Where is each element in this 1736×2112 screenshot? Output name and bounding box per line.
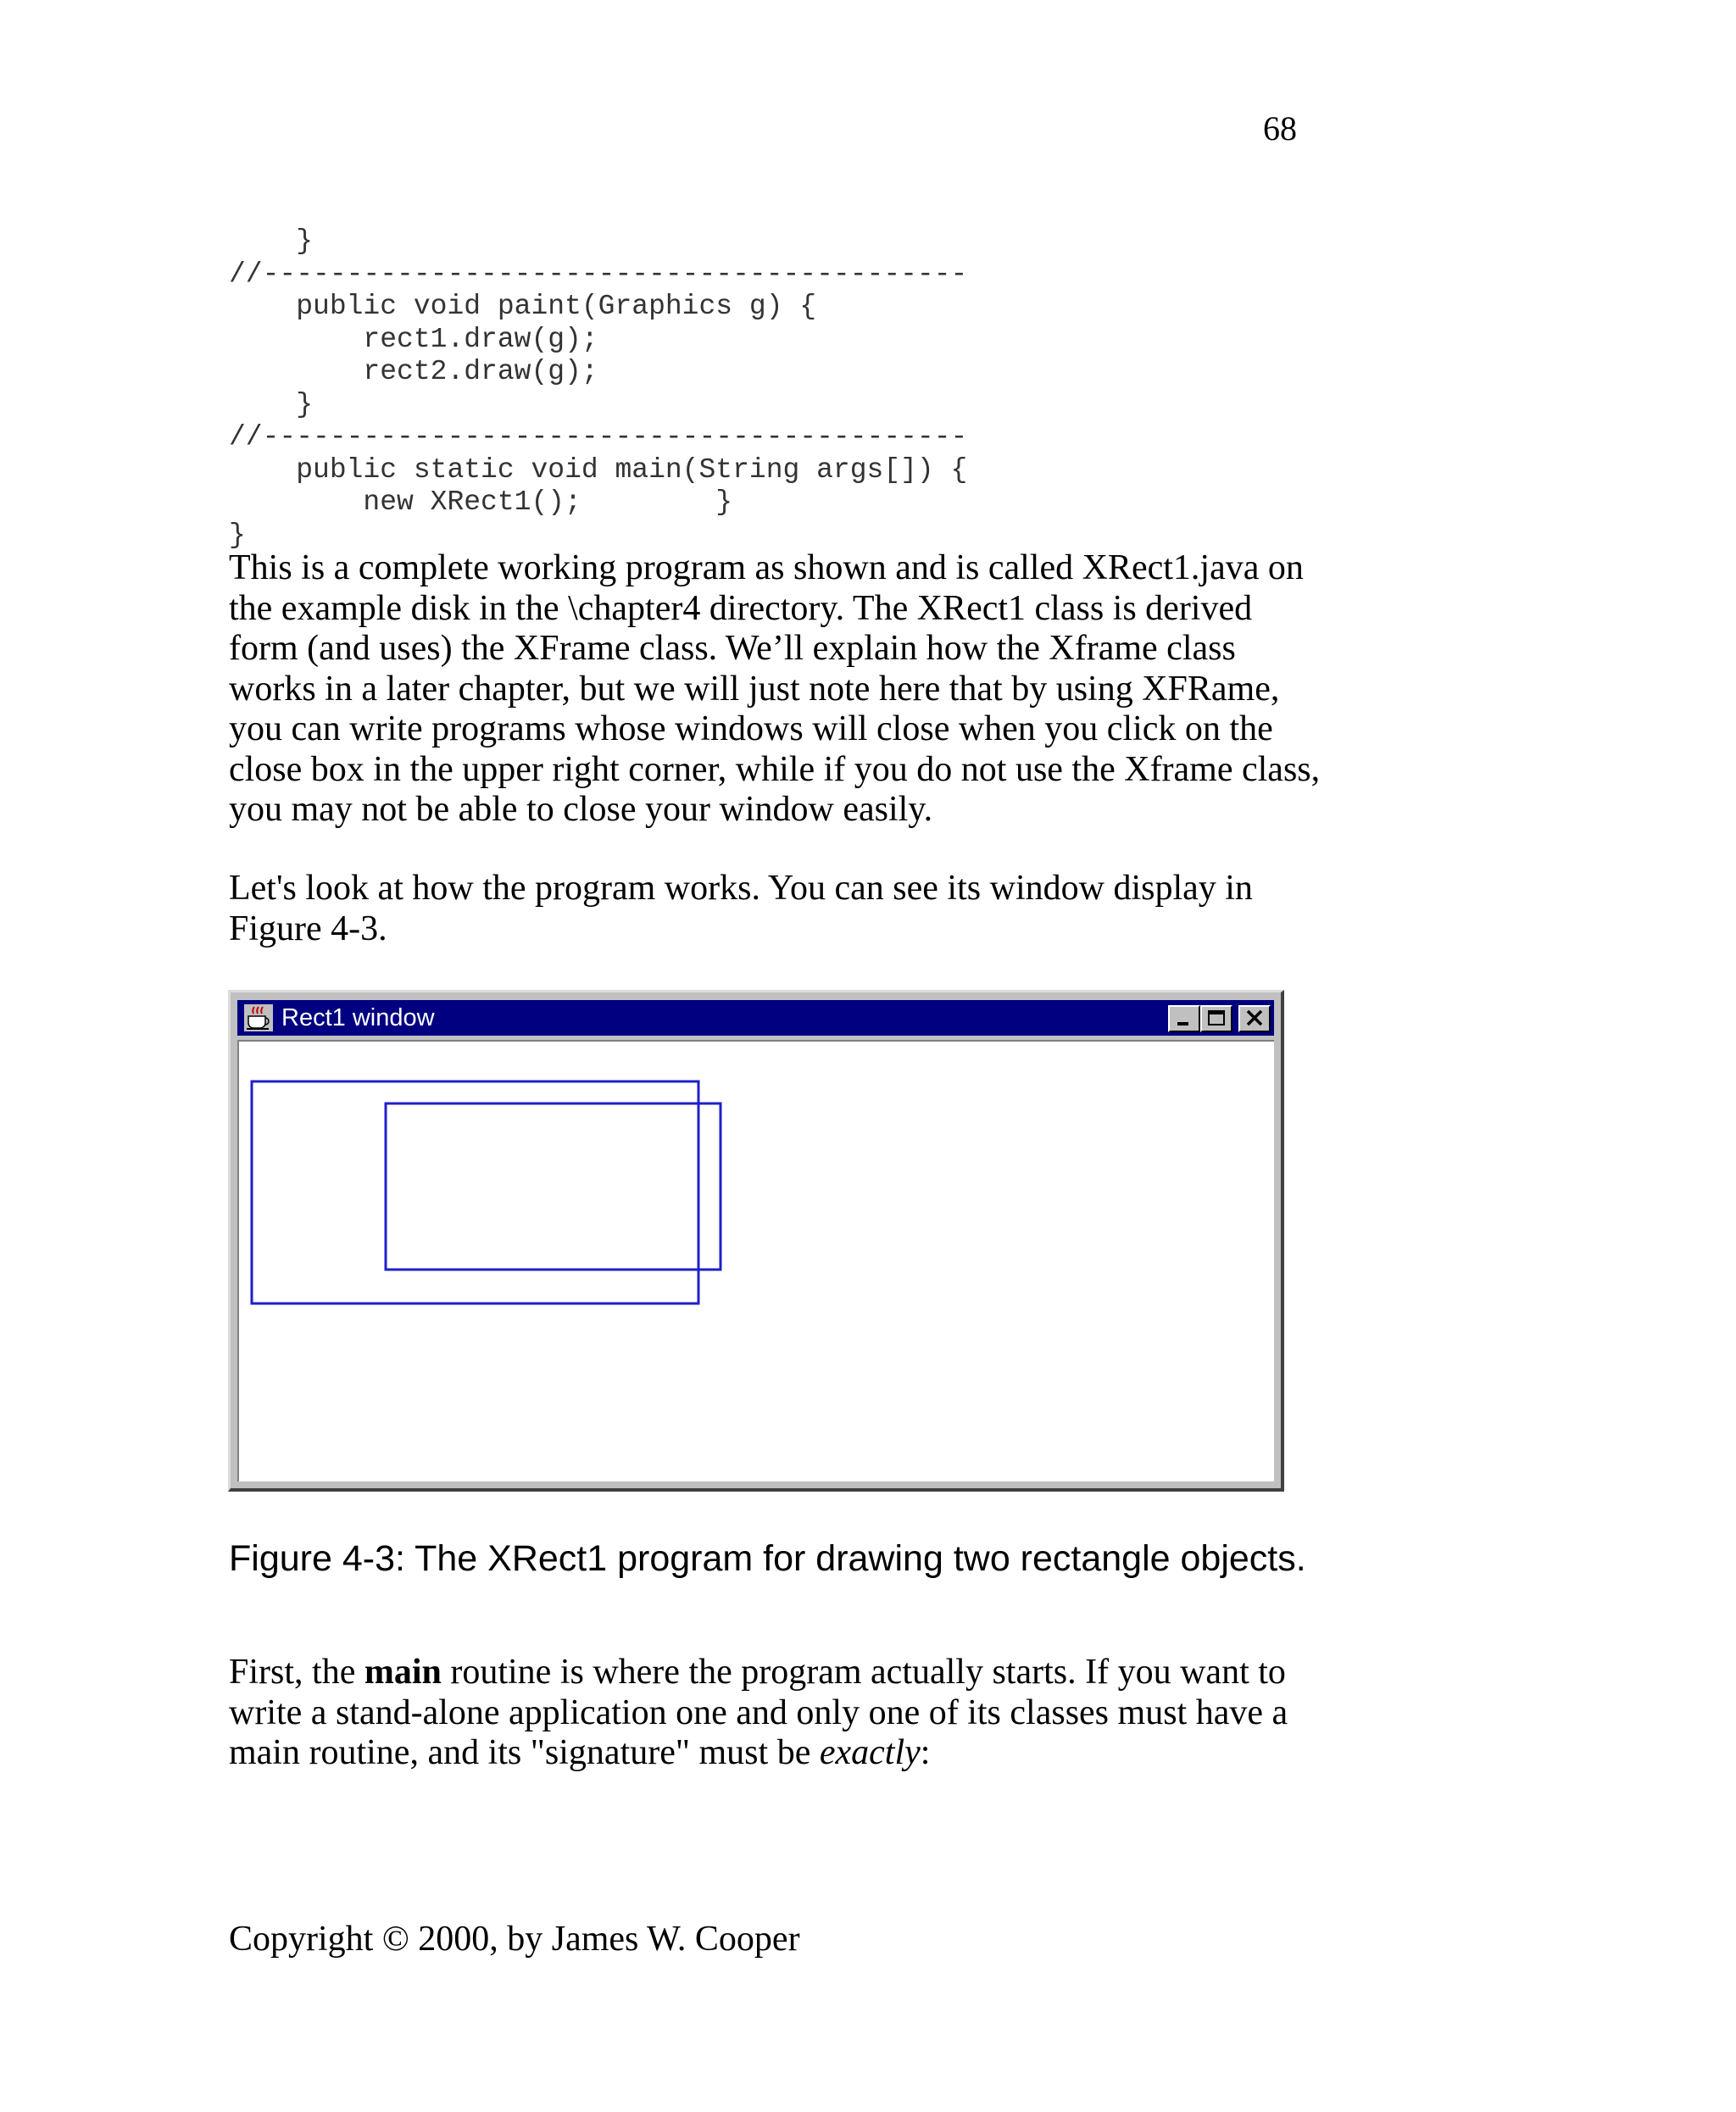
italic-term-exactly: exactly xyxy=(819,1733,921,1772)
body-paragraph-figure-ref: Let's look at how the program works. You can see its window display in Figure 4-3. xyxy=(229,869,1253,948)
text-run: First, the xyxy=(229,1653,364,1692)
window-titlebar xyxy=(237,1000,1274,1036)
maximize-button[interactable] xyxy=(1200,1005,1232,1032)
minimize-icon xyxy=(1170,1007,1199,1031)
maximize-icon xyxy=(1202,1007,1231,1031)
code-line: } xyxy=(229,388,314,420)
window-title: Rect1 window xyxy=(281,1004,435,1031)
code-line: public static void main(String args[]) { xyxy=(229,453,968,486)
code-line: new XRect1(); } xyxy=(229,486,733,518)
text-run: : xyxy=(920,1733,931,1772)
java-cup-icon xyxy=(244,1004,273,1031)
code-line: //------------------------------------------ xyxy=(229,258,968,290)
code-block xyxy=(229,225,967,552)
code-line: rect2.draw(g); xyxy=(229,356,598,387)
code-line: //------------------------------------------ xyxy=(229,421,968,453)
drawn-rectangle-2 xyxy=(386,1103,721,1270)
body-paragraph-intro: This is a complete working program as shown and is called XRect1.java on the example disk in the \chapter4 directory. The XRect1 class is derived form (and uses) the XFrame class. We’ll explain how the Xframe class works in a later chapter, but we will just note here that by using XFRame, you can write programs whose windows will close when you click on the close box in the upper right corner, while if you do not use the Xframe class, you may not be able to close your window easily. xyxy=(229,548,1321,829)
code-line: } xyxy=(229,225,314,257)
code-line: } xyxy=(229,519,246,551)
page-number: 68 xyxy=(1263,109,1297,147)
code-line: rect1.draw(g); xyxy=(229,323,598,355)
minimize-button[interactable] xyxy=(1168,1005,1200,1032)
close-button[interactable] xyxy=(1238,1005,1271,1032)
body-paragraph-main-routine xyxy=(229,1653,1322,1774)
drawing-canvas xyxy=(239,1042,1277,1482)
window-client-area xyxy=(237,1040,1274,1481)
code-line: public void paint(Graphics g) { xyxy=(229,291,817,322)
figure-screenshot-window xyxy=(228,990,1284,1492)
figure-caption: Figure 4-3: The XRect1 program for drawing two rectangle objects. xyxy=(229,1538,1306,1579)
text-run: routine is where the program actually starts. If you want to write a stand-alone application one and only one of its classes must have a main routine, and its "signature" must be xyxy=(229,1653,1288,1772)
close-icon xyxy=(1240,1007,1269,1031)
copyright-footer: Copyright © 2000, by James W. Cooper xyxy=(229,1920,800,1959)
bold-term-main: main xyxy=(364,1653,442,1692)
